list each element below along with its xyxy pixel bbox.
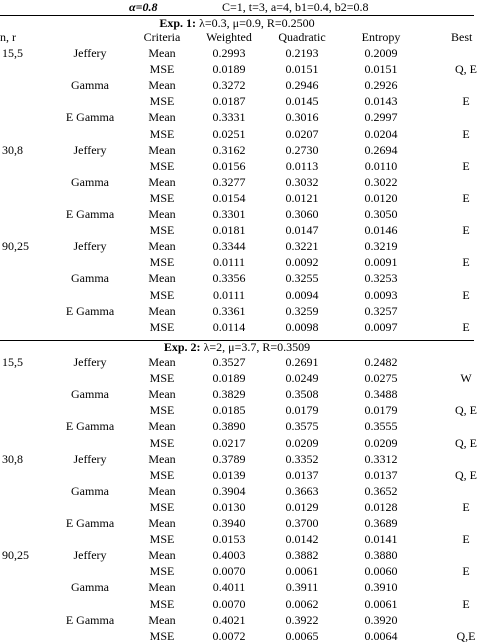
- quadratic-cell: 0.3922: [285, 613, 319, 627]
- weighted-cell: 0.0181: [212, 223, 246, 237]
- prior-cell: Gamma: [71, 175, 109, 189]
- weighted-cell: 0.0217: [212, 436, 246, 450]
- quadratic-cell: 0.2946: [285, 78, 319, 92]
- criteria-cell: MSE: [149, 500, 175, 514]
- prior-cell: Jeffery: [73, 143, 107, 157]
- prior-cell: Jeffery: [73, 46, 107, 60]
- top-banner: [0, 0, 474, 15]
- criteria-cell: Mean: [148, 304, 176, 318]
- criteria-cell: MSE: [149, 255, 175, 269]
- criteria-cell: Mean: [148, 484, 176, 498]
- weighted-cell: 0.0185: [212, 403, 246, 417]
- weighted-cell: 0.0130: [212, 500, 246, 514]
- prior-cell: Jeffery: [73, 548, 107, 562]
- weighted-cell: 0.0153: [212, 532, 246, 546]
- entropy-cell: 0.3488: [364, 387, 398, 401]
- table-row: [0, 254, 474, 270]
- entropy-cell: 0.0204: [364, 127, 398, 141]
- criteria-cell: Mean: [148, 419, 176, 433]
- quadratic-cell: 0.3016: [285, 110, 319, 124]
- criteria-cell: MSE: [149, 191, 175, 205]
- entropy-cell: 0.0064: [364, 629, 398, 643]
- header-row: [0, 30, 474, 45]
- weighted-cell: 0.0156: [212, 159, 246, 173]
- quadratic-cell: 0.2730: [285, 143, 319, 157]
- best-cell: E: [462, 94, 470, 108]
- best-cell: Q, E: [455, 436, 477, 450]
- table-row: [0, 628, 474, 644]
- table-row: [0, 467, 477, 483]
- entropy-cell: 0.3253: [364, 271, 398, 285]
- quadratic-cell: 0.0147: [285, 223, 319, 237]
- entropy-cell: 0.3920: [364, 613, 398, 627]
- weighted-cell: 0.0070: [212, 597, 246, 611]
- entropy-cell: 0.3219: [364, 239, 398, 253]
- exp2-banner: [0, 340, 474, 354]
- table-row: [0, 222, 474, 238]
- nr-cell: 15,5: [2, 355, 23, 369]
- quadratic-cell: 0.2193: [285, 46, 319, 60]
- entropy-cell: 0.2694: [364, 143, 398, 157]
- entropy-cell: 0.3880: [364, 548, 398, 562]
- table-row: [0, 77, 474, 93]
- best-cell: E: [462, 320, 470, 334]
- entropy-cell: 0.2997: [364, 110, 398, 124]
- parameters-label: C=1, t=3, a=4, b1=0.4, b2=0.8: [222, 0, 369, 14]
- table-row: [0, 303, 474, 319]
- quadratic-cell: 0.3575: [285, 419, 319, 433]
- entropy-cell: 0.2009: [364, 46, 398, 60]
- table-row: [0, 158, 474, 174]
- weighted-cell: 0.3356: [212, 271, 246, 285]
- table-row: [0, 499, 474, 515]
- criteria-cell: Mean: [148, 78, 176, 92]
- best-cell: E: [462, 564, 470, 578]
- criteria-cell: Mean: [148, 46, 176, 60]
- quadratic-cell: 0.2691: [285, 355, 319, 369]
- quadratic-cell: 0.3508: [285, 387, 319, 401]
- table-row: [0, 206, 474, 222]
- best-cell: Q, E: [455, 403, 477, 417]
- criteria-cell: MSE: [149, 436, 175, 450]
- header-quadratic: Quadratic: [278, 30, 326, 44]
- exp2-label: Exp. 2:: [163, 340, 201, 354]
- prior-cell: Jeffery: [73, 355, 107, 369]
- criteria-cell: MSE: [149, 127, 175, 141]
- best-cell: E: [462, 597, 470, 611]
- prior-cell: Gamma: [71, 484, 109, 498]
- weighted-cell: 0.2993: [212, 46, 246, 60]
- table-row: [0, 142, 474, 158]
- weighted-cell: 0.3890: [212, 419, 246, 433]
- entropy-cell: 0.3910: [364, 580, 398, 594]
- weighted-cell: 0.3361: [212, 304, 246, 318]
- criteria-cell: MSE: [149, 159, 175, 173]
- criteria-cell: MSE: [149, 320, 175, 334]
- weighted-cell: 0.0139: [212, 468, 246, 482]
- weighted-cell: 0.3301: [212, 207, 246, 221]
- prior-cell: E Gamma: [65, 613, 115, 627]
- quadratic-cell: 0.0129: [285, 500, 319, 514]
- criteria-cell: Mean: [148, 580, 176, 594]
- weighted-cell: 0.3829: [212, 387, 246, 401]
- header-weighted: Weighted: [206, 30, 252, 44]
- quadratic-cell: 0.0179: [285, 403, 319, 417]
- best-cell: E: [462, 255, 470, 269]
- table-row: [0, 174, 474, 190]
- table-row: [0, 354, 474, 370]
- table-row: [0, 45, 474, 61]
- best-cell: E: [462, 288, 470, 302]
- criteria-cell: Mean: [148, 516, 176, 530]
- weighted-cell: 0.0111: [212, 255, 246, 269]
- entropy-cell: 0.3050: [364, 207, 398, 221]
- criteria-cell: MSE: [149, 288, 175, 302]
- best-cell: W: [460, 371, 472, 385]
- table-row: [0, 451, 474, 467]
- entropy-cell: 0.0110: [364, 159, 398, 173]
- weighted-cell: 0.3789: [212, 452, 246, 466]
- weighted-cell: 0.4021: [212, 613, 246, 627]
- entropy-cell: 0.3689: [364, 516, 398, 530]
- table-row: [0, 402, 477, 418]
- table-row: [0, 126, 474, 142]
- entropy-cell: 0.0151: [364, 62, 398, 76]
- best-cell: Q, E: [455, 62, 477, 76]
- table-row: [0, 547, 474, 563]
- best-cell: Q,E: [456, 629, 476, 643]
- entropy-cell: 0.0061: [364, 597, 398, 611]
- criteria-cell: MSE: [149, 223, 175, 237]
- weighted-cell: 0.3277: [212, 175, 246, 189]
- quadratic-cell: 0.3259: [285, 304, 319, 318]
- table-row: [0, 61, 477, 77]
- table-row: [0, 483, 474, 499]
- table-row: [0, 287, 474, 303]
- prior-cell: Jeffery: [73, 239, 107, 253]
- entropy-cell: 0.0143: [364, 94, 398, 108]
- quadratic-cell: 0.3700: [285, 516, 319, 530]
- weighted-cell: 0.3272: [212, 78, 246, 92]
- entropy-cell: 0.3652: [364, 484, 398, 498]
- table-row: [0, 515, 474, 531]
- best-cell: E: [462, 191, 470, 205]
- table-row: [0, 319, 474, 335]
- entropy-cell: 0.0091: [364, 255, 398, 269]
- prior-cell: E Gamma: [65, 110, 115, 124]
- exp1-label: Exp. 1:: [159, 16, 197, 30]
- criteria-cell: MSE: [149, 564, 175, 578]
- quadratic-cell: 0.0145: [285, 94, 319, 108]
- table-row: [0, 531, 474, 547]
- entropy-cell: 0.0093: [364, 288, 398, 302]
- weighted-cell: 0.3162: [212, 143, 246, 157]
- criteria-cell: MSE: [149, 403, 175, 417]
- quadratic-cell: 0.0249: [285, 371, 319, 385]
- best-cell: E: [462, 127, 470, 141]
- prior-cell: Gamma: [71, 271, 109, 285]
- table-row: [0, 93, 474, 109]
- quadratic-cell: 0.3882: [285, 548, 319, 562]
- quadratic-cell: 0.3032: [285, 175, 319, 189]
- weighted-cell: 0.3344: [212, 239, 246, 253]
- weighted-cell: 0.0070: [212, 564, 246, 578]
- weighted-cell: 0.4011: [212, 580, 246, 594]
- criteria-cell: MSE: [149, 597, 175, 611]
- criteria-cell: Mean: [148, 271, 176, 285]
- quadratic-cell: 0.3352: [285, 452, 319, 466]
- weighted-cell: 0.0187: [212, 94, 246, 108]
- weighted-cell: 0.0189: [212, 62, 246, 76]
- table-row: [0, 190, 474, 206]
- exp1-banner: [0, 16, 474, 30]
- weighted-cell: 0.0251: [212, 127, 246, 141]
- entropy-cell: 0.0060: [364, 564, 398, 578]
- weighted-cell: 0.4003: [212, 548, 246, 562]
- header-criteria: Criteria: [143, 30, 181, 44]
- weighted-cell: 0.3331: [212, 110, 246, 124]
- table-row: [0, 596, 474, 612]
- table-row: [0, 109, 474, 125]
- prior-cell: E Gamma: [65, 207, 115, 221]
- weighted-cell: 0.0111: [212, 288, 246, 302]
- best-cell: E: [462, 500, 470, 514]
- quadratic-cell: 0.3663: [285, 484, 319, 498]
- entropy-cell: 0.0137: [364, 468, 398, 482]
- criteria-cell: Mean: [148, 452, 176, 466]
- weighted-cell: 0.3904: [212, 484, 246, 498]
- quadratic-cell: 0.0094: [285, 288, 319, 302]
- prior-cell: Gamma: [71, 580, 109, 594]
- quadratic-cell: 0.3060: [285, 207, 319, 221]
- prior-cell: E Gamma: [65, 304, 115, 318]
- weighted-cell: 0.0114: [212, 320, 246, 334]
- criteria-cell: Mean: [148, 207, 176, 221]
- prior-cell: E Gamma: [65, 419, 115, 433]
- quadratic-cell: 0.0113: [285, 159, 319, 173]
- quadratic-cell: 0.0142: [285, 532, 319, 546]
- criteria-cell: Mean: [148, 239, 176, 253]
- criteria-cell: Mean: [148, 613, 176, 627]
- criteria-cell: Mean: [148, 143, 176, 157]
- table-row: [0, 435, 477, 451]
- table-row: [0, 563, 474, 579]
- entropy-cell: 0.0120: [364, 191, 398, 205]
- exp2-params: λ=2, μ=3.7, R=0.3509: [200, 340, 311, 354]
- criteria-cell: MSE: [149, 371, 175, 385]
- quadratic-cell: 0.0151: [285, 62, 319, 76]
- header-best: Best: [451, 30, 473, 44]
- header-nr: n, r: [0, 30, 16, 44]
- entropy-cell: 0.0128: [364, 500, 398, 514]
- table-row: [0, 418, 474, 434]
- criteria-cell: Mean: [148, 110, 176, 124]
- entropy-cell: 0.0097: [364, 320, 398, 334]
- quadratic-cell: 0.0065: [285, 629, 319, 643]
- table-row: [0, 370, 474, 386]
- quadratic-cell: 0.0092: [285, 255, 319, 269]
- criteria-cell: Mean: [148, 355, 176, 369]
- best-cell: E: [462, 159, 470, 173]
- quadratic-cell: 0.0062: [285, 597, 319, 611]
- entropy-cell: 0.0141: [364, 532, 398, 546]
- criteria-cell: Mean: [148, 548, 176, 562]
- nr-cell: 30,8: [2, 143, 23, 157]
- entropy-cell: 0.2926: [364, 78, 398, 92]
- entropy-cell: 0.3257: [364, 304, 398, 318]
- quadratic-cell: 0.3221: [285, 239, 319, 253]
- entropy-cell: 0.3312: [364, 452, 398, 466]
- table-row: [0, 270, 474, 286]
- criteria-cell: MSE: [149, 532, 175, 546]
- header-entropy: Entropy: [361, 30, 401, 44]
- weighted-cell: 0.3527: [212, 355, 246, 369]
- quadratic-cell: 0.0137: [285, 468, 319, 482]
- table-row: [0, 238, 474, 254]
- criteria-cell: MSE: [149, 629, 175, 643]
- quadratic-cell: 0.3911: [285, 580, 319, 594]
- weighted-cell: 0.0189: [212, 371, 246, 385]
- quadratic-cell: 0.0061: [285, 564, 319, 578]
- quadratic-cell: 0.0098: [285, 320, 319, 334]
- entropy-cell: 0.3022: [364, 175, 398, 189]
- alpha-label: α=0.8: [129, 0, 158, 14]
- quadratic-cell: 0.0121: [285, 191, 319, 205]
- nr-cell: 90,25: [2, 239, 29, 253]
- entropy-cell: 0.2482: [364, 355, 398, 369]
- prior-cell: E Gamma: [65, 516, 115, 530]
- entropy-cell: 0.3555: [364, 419, 398, 433]
- criteria-cell: MSE: [149, 62, 175, 76]
- quadratic-cell: 0.0209: [285, 436, 319, 450]
- criteria-cell: MSE: [149, 468, 175, 482]
- entropy-cell: 0.0146: [364, 223, 398, 237]
- weighted-cell: 0.3940: [212, 516, 246, 530]
- entropy-cell: 0.0179: [364, 403, 398, 417]
- entropy-cell: 0.0275: [364, 371, 398, 385]
- nr-cell: 90,25: [2, 548, 29, 562]
- best-cell: E: [462, 223, 470, 237]
- exp1-params: λ=0.3, μ=0.9, R=0.2500: [196, 16, 315, 30]
- criteria-cell: Mean: [148, 175, 176, 189]
- prior-cell: Jeffery: [73, 452, 107, 466]
- weighted-cell: 0.0072: [212, 629, 246, 643]
- criteria-cell: MSE: [149, 94, 175, 108]
- table-row: [0, 612, 474, 628]
- quadratic-cell: 0.3255: [285, 271, 319, 285]
- quadratic-cell: 0.0207: [285, 127, 319, 141]
- nr-cell: 15,5: [2, 46, 23, 60]
- table-row: [0, 386, 474, 402]
- best-cell: E: [462, 532, 470, 546]
- criteria-cell: Mean: [148, 387, 176, 401]
- weighted-cell: 0.0154: [212, 191, 246, 205]
- prior-cell: Gamma: [71, 387, 109, 401]
- best-cell: Q, E: [455, 468, 477, 482]
- entropy-cell: 0.0209: [364, 436, 398, 450]
- table-row: [0, 579, 474, 595]
- prior-cell: Gamma: [71, 78, 109, 92]
- nr-cell: 30,8: [2, 452, 23, 466]
